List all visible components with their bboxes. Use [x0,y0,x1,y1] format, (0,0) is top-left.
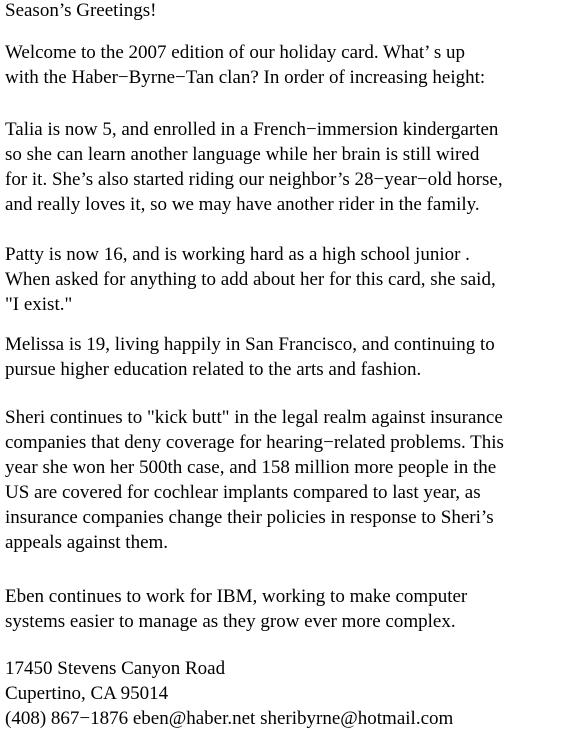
melissa-paragraph [5,332,580,382]
sheri-line: appeals against them. [5,532,169,553]
sheri-line: companies that deny coverage for hearing−related problems. This [5,432,504,453]
eben-line: systems easier to manage as they grow ever more complex. [5,611,456,632]
patty-line: Patty is now 16, and is working hard as a high school junior . [5,244,470,265]
phone-and-emails: (408) 867−1876 eben@haber.net sheribyrne@hotmail.com [5,708,454,729]
sheri-line: Sheri continues to "kick butt" in the legal realm against insurance [5,407,503,428]
street-address: 17450 Stevens Canyon Road [5,658,226,679]
sheri-paragraph [5,405,580,555]
melissa-line: pursue higher education related to the arts and fashion. [5,359,422,380]
city-state-zip: Cupertino, CA 95014 [5,683,169,704]
talia-paragraph [5,117,580,217]
patty-line: "I exist." [5,294,73,315]
sheri-line: year she won her 500th case, and 158 million more people in the [5,457,497,478]
talia-line: Talia is now 5, and enrolled in a French−immersion kindergarten [5,119,499,140]
eben-paragraph [5,584,580,634]
melissa-line: Melissa is 19, living happily in San Francisco, and continuing to [5,334,495,355]
talia-line: and really loves it, so we may have another rider in the family. [5,194,480,215]
welcome-line: with the Haber−Byrne−Tan clan? In order of increasing height: [5,67,486,88]
talia-line: so she can learn another language while her brain is still wired [5,144,480,165]
welcome-line: Welcome to the 2007 edition of our holiday card. What’ s up [5,42,465,63]
contact-block [5,656,580,731]
patty-paragraph [5,242,580,317]
welcome-paragraph [5,40,580,90]
greeting-text: Season’s Greetings! [5,0,157,21]
patty-line: When asked for anything to add about her for this card, she said, [5,269,496,290]
sheri-line: US are covered for cochlear implants compared to last year, as [5,482,481,503]
greeting-heading [5,0,580,23]
eben-line: Eben continues to work for IBM, working to make computer [5,586,468,607]
sheri-line: insurance companies change their policies in response to Sheri’s [5,507,494,528]
talia-line: for it. She’s also started riding our neighbor’s 28−year−old horse, [5,169,503,190]
